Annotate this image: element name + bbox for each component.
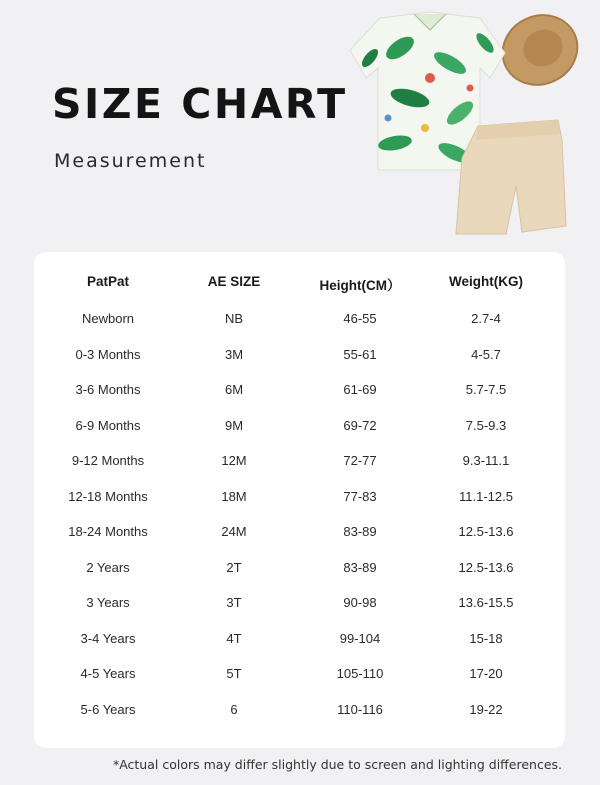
cell-ae-size: 4T [226,631,242,646]
cell-patpat: 3-6 Months [75,382,141,397]
table-row [34,631,565,651]
table-row [34,418,565,438]
cell-patpat: 3-4 Years [80,631,136,646]
cell-ae-size: 12M [221,453,247,468]
table-row [34,382,565,402]
table-row [34,311,565,331]
cell-patpat: 18-24 Months [68,524,148,539]
straw-hat-icon [491,8,589,97]
cell-patpat: 6-9 Months [75,418,141,433]
cell-weight: 4-5.7 [471,347,501,362]
cell-ae-size: 6M [224,382,244,397]
cell-ae-size: 24M [221,524,247,539]
cell-weight: 12.5-13.6 [458,524,514,539]
cell-height: 90-98 [343,595,377,610]
cell-height: 110-116 [337,702,383,717]
header-patpat: PatPat [86,274,130,289]
table-row [34,666,565,686]
table-row [34,595,565,615]
cell-ae-size: 5T [226,666,242,681]
cell-height: 46-55 [343,311,377,326]
footnote: *Actual colors may differ slightly due to screen and lighting differences. [112,757,562,772]
cell-patpat: 9-12 Months [71,453,145,468]
header-height: Height(CM） [319,278,401,293]
size-chart-table [34,252,565,748]
cell-height: 72-77 [343,453,377,468]
cell-patpat: 5-6 Years [80,702,136,717]
cell-patpat: 2 Years [86,560,130,575]
cell-patpat: Newborn [81,311,135,326]
table-header-row [34,274,565,294]
cell-patpat: 3 Years [86,595,130,610]
cell-patpat: 4-5 Years [80,666,136,681]
table-row [34,524,565,544]
cell-ae-size: 6 [230,702,238,717]
cell-weight: 9.3-11.1 [462,453,510,468]
cell-ae-size: 2T [226,560,242,575]
cell-weight: 15-18 [469,631,503,646]
table-row [34,489,565,509]
cell-height: 77-83 [343,489,377,504]
cell-weight: 5.7-7.5 [465,382,507,397]
header-weight: Weight(KG) [449,274,523,289]
cell-ae-size: 18M [221,489,247,504]
product-outfit-image [330,8,592,240]
cell-ae-size: 3M [224,347,244,362]
page-title: SIZE CHART [52,80,348,128]
cell-weight: 13.6-15.5 [458,595,514,610]
cell-patpat: 0-3 Months [75,347,141,362]
cell-ae-size: 9M [224,418,244,433]
cell-weight: 2.7-4 [471,311,501,326]
shorts-icon [456,120,566,234]
cell-height: 69-72 [343,418,377,433]
table-row [34,347,565,367]
header-ae-size: AE SIZE [207,274,261,289]
cell-height: 55-61 [343,347,377,362]
table-row [34,453,565,473]
cell-ae-size: 3T [226,595,242,610]
cell-height: 105-110 [336,666,384,681]
table-row [34,702,565,722]
cell-weight: 12.5-13.6 [458,560,514,575]
cell-height: 83-89 [343,560,377,575]
table-row [34,560,565,580]
cell-patpat: 12-18 Months [68,489,148,504]
page-subtitle: Measurement [54,150,207,172]
cell-height: 99-104 [339,631,381,646]
cell-height: 83-89 [343,524,377,539]
cell-ae-size: NB [224,311,244,326]
cell-weight: 19-22 [469,702,503,717]
cell-height: 61-69 [343,382,377,397]
cell-weight: 11.1-12.5 [459,489,513,504]
cell-weight: 7.5-9.3 [465,418,507,433]
cell-weight: 17-20 [469,666,503,681]
